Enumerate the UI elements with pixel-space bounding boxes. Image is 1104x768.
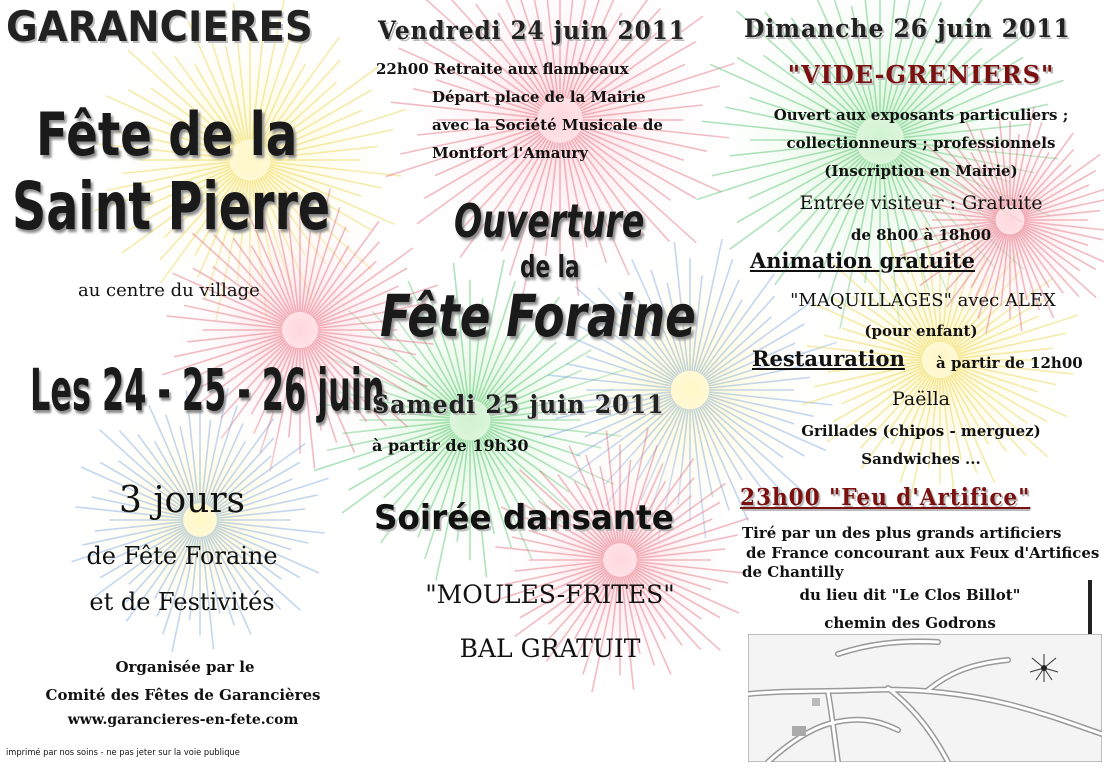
entree-text: Entrée visiteur : Gratuite [799, 192, 1043, 214]
open-line1: Ouvert aux exposants particuliers ; [773, 106, 1069, 124]
friday-line3: avec la Société Musicale de [432, 116, 663, 134]
enfant-text: (pour enfant) [864, 322, 978, 340]
friday-title: Vendredi 24 juin 2011 [378, 16, 686, 45]
restauration-title: Restauration [752, 346, 905, 371]
hours-text: de 8h00 à 18h00 [850, 226, 992, 244]
opening-line1: Ouverture [454, 194, 645, 248]
tire-line2: de France concourant aux Feux d'Artifices [746, 544, 1100, 562]
location-map [748, 634, 1102, 762]
village-text: au centre du village [78, 280, 260, 301]
vide-greniers-title: "VIDE-GRENIERS" [787, 60, 1055, 89]
open-line2: collectionneurs ; professionnels [786, 134, 1056, 152]
opening-line3: Fête Foraine [380, 282, 696, 350]
tire-line3: de Chantilly [742, 563, 844, 581]
foraine-text: de Fête Foraine [86, 542, 278, 570]
feu-title: 23h00 "Feu d'Artifice" [740, 484, 1031, 511]
dates-title: Les 24 - 25 - 26 juin [30, 356, 385, 424]
saturday-time: à partir de 19h30 [372, 436, 529, 455]
restauration-time: à partir de 12h00 [936, 354, 1083, 372]
inscription-text: (Inscription en Mairie) [824, 162, 1018, 180]
grillades-text: Grillades (chipos - merguez) [801, 422, 1041, 440]
fete-title-line2: Saint Pierre [12, 168, 331, 245]
festivites-text: et de Festivités [89, 588, 275, 616]
soiree-title: Soirée dansante [374, 498, 674, 538]
friday-line4: Montfort l'Amaury [432, 144, 588, 162]
lieu-text: du lieu dit "Le Clos Billot" [799, 586, 1021, 604]
friday-line1: 22h00 Retraite aux flambeaux [376, 60, 629, 78]
chemin-text: chemin des Godrons [824, 614, 996, 632]
town-title: GARANCIERES [6, 2, 313, 51]
maquillage-text: "MAQUILLAGES" avec ALEX [790, 290, 1056, 311]
fete-title-line1: Fête de la [36, 100, 298, 170]
friday-line2: Départ place de la Mairie [432, 88, 646, 106]
website-text: www.garancieres-en-fete.com [67, 712, 299, 728]
bal-text: BAL GRATUIT [459, 634, 641, 663]
sunday-title: Dimanche 26 juin 2011 [744, 14, 1071, 43]
tire-line1: Tiré par un des plus grands artificiers [742, 524, 1062, 542]
animation-title: Animation gratuite [750, 248, 975, 273]
organised-text: Organisée par le [115, 658, 255, 676]
footnote-text: imprimé par nos soins - ne pas jeter sur la voie publique [6, 748, 240, 758]
paella-text: Paëlla [892, 388, 950, 410]
saturday-title: Samedi 25 juin 2011 [372, 390, 665, 419]
moules-text: "MOULES-FRITES" [425, 580, 675, 609]
committee-text: Comité des Fêtes de Garancières [45, 686, 321, 704]
opening-line2: de la [520, 250, 580, 285]
sandwiches-text: Sandwiches ... [861, 450, 981, 468]
days-text: 3 jours [118, 480, 246, 521]
